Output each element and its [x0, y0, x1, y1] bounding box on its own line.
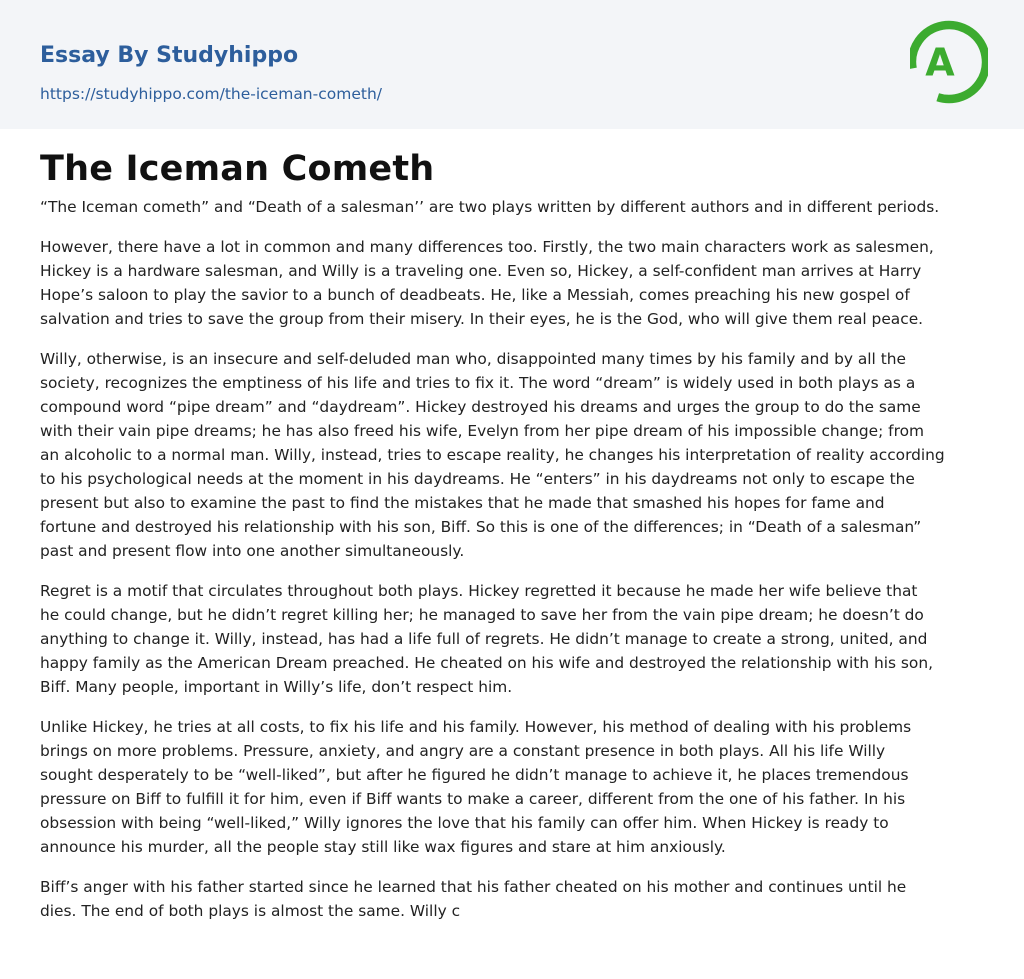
- paragraph-line: However, there have a lot in common and many differences too. Firstly, the two main characters work as salesmen,: [40, 238, 934, 256]
- paragraph-line: past and present flow into one another simultaneously.: [40, 542, 465, 560]
- essay-content: [0, 129, 1024, 923]
- paragraph-line: fortune and destroyed his relationship with his son, Biff. So this is one of the differences; in “Death of a salesman”: [40, 518, 922, 536]
- paragraph-line: pressure on Biff to fulfill it for him, even if Biff wants to make a career, different from the one of his father. In his: [40, 790, 906, 808]
- paragraph-line: dies. The end of both plays is almost the same. Willy c: [40, 902, 461, 920]
- essay-url-link[interactable]: https://studyhippo.com/the-iceman-cometh/: [40, 85, 382, 103]
- paragraph-line: with their vain pipe dreams; he has also freed his wife, Evelyn from her pipe dream of his impossible change; from: [40, 422, 924, 440]
- paragraph-line: society, recognizes the emptiness of his life and tries to fix it. The word “dream” is widely used in both plays as a: [40, 374, 916, 392]
- brand-title: Essay By Studyhippo: [40, 43, 299, 68]
- paragraph-line: happy family as the American Dream preached. He cheated on his wife and destroyed the relationship with his son,: [40, 654, 933, 672]
- paragraph-line: compound word “pipe dream” and “daydream”. Hickey destroyed his dreams and urges the group to do the same: [40, 398, 921, 416]
- paragraph-line: “The Iceman cometh” and “Death of a salesman’’ are two plays written by different authors and in different periods.: [40, 198, 940, 216]
- paragraph-line: anything to change it. Willy, instead, has had a life full of regrets. He didn’t manage to create a strong, united, and: [40, 630, 928, 648]
- essay-paragraph: [40, 235, 984, 331]
- essay-paragraph: [40, 195, 984, 219]
- essay-body: [40, 195, 984, 923]
- essay-paragraph: [40, 875, 984, 923]
- paragraph-line: Biff. Many people, important in Willy’s life, don’t respect him.: [40, 678, 513, 696]
- paragraph-line: Biff’s anger with his father started since he learned that his father cheated on his mother and continues until he: [40, 878, 907, 896]
- essay-paragraph: [40, 715, 984, 859]
- paragraph-line: he could change, but he didn’t regret killing her; he managed to save her from the vain pipe dream; he doesn’t do: [40, 606, 924, 624]
- studyhippo-a-logo-icon[interactable]: [910, 18, 988, 106]
- essay-paragraph: [40, 579, 984, 699]
- paragraph-line: Hickey is a hardware salesman, and Willy is a traveling one. Even so, Hickey, a self-confident man arrives at Harry: [40, 262, 922, 280]
- paragraph-line: Willy, otherwise, is an insecure and self-deluded man who, disappointed many times by his family and by all the: [40, 350, 906, 368]
- paragraph-line: Hope’s saloon to play the savior to a bunch of deadbeats. He, like a Messiah, comes preaching his new gospel of: [40, 286, 910, 304]
- essay-paragraph: [40, 347, 984, 563]
- logo-letter: A: [925, 40, 955, 85]
- paragraph-line: obsession with being “well-liked,” Willy ignores the love that his family can offer him. When Hickey is ready to: [40, 814, 889, 832]
- paragraph-line: an alcoholic to a normal man. Willy, instead, tries to escape reality, he changes his interpretation of reality according: [40, 446, 945, 464]
- essay-title: The Iceman Cometh: [40, 149, 435, 189]
- paragraph-line: sought desperately to be “well-liked”, but after he figured he didn’t manage to achieve it, he places tremendous: [40, 766, 909, 784]
- paragraph-line: present but also to examine the past to find the mistakes that he made that smashed his hopes for fame and: [40, 494, 885, 512]
- site-header: [0, 0, 1024, 129]
- paragraph-line: announce his murder, all the people stay still like wax figures and stare at him anxiously.: [40, 838, 726, 856]
- paragraph-line: to his psychological needs at the moment in his daydreams. He “enters” in his daydreams not only to escape the: [40, 470, 915, 488]
- paragraph-line: salvation and tries to save the group from their misery. In their eyes, he is the God, who will give them real peace.: [40, 310, 924, 328]
- paragraph-line: Unlike Hickey, he tries at all costs, to fix his life and his family. However, his method of dealing with his problems: [40, 718, 912, 736]
- paragraph-line: Regret is a motif that circulates throughout both plays. Hickey regretted it because he made her wife believe that: [40, 582, 918, 600]
- paragraph-line: brings on more problems. Pressure, anxiety, and angry are a constant presence in both plays. All his life Willy: [40, 742, 886, 760]
